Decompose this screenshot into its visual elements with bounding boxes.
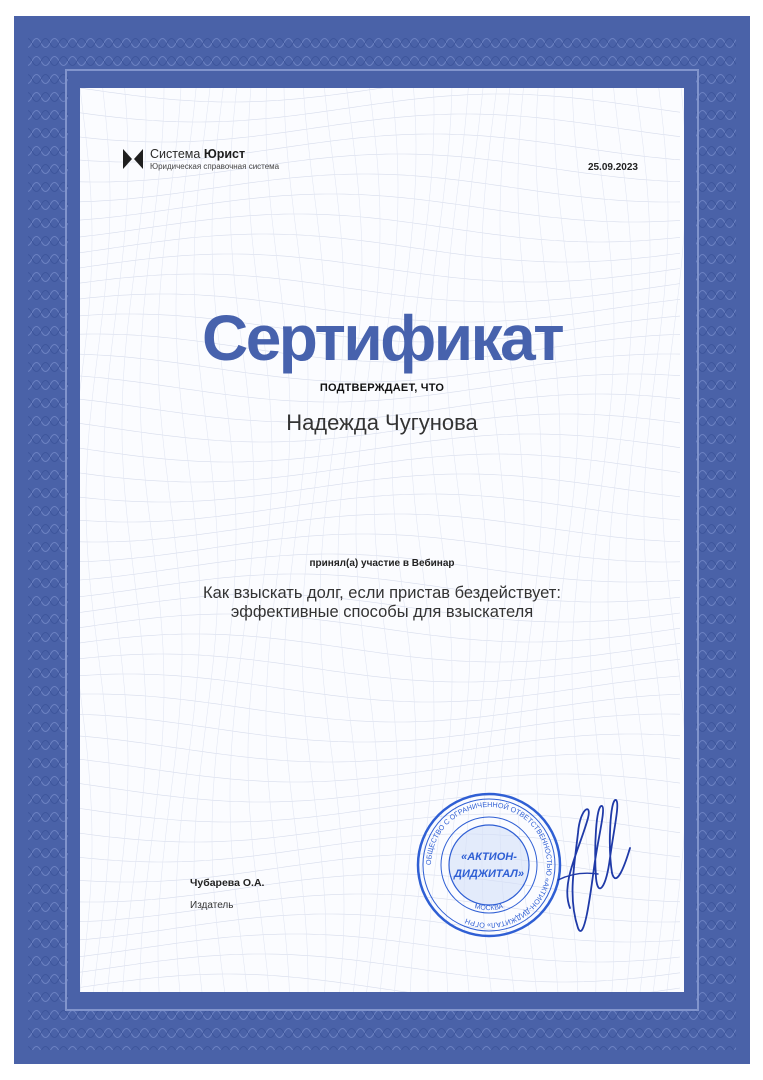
company-seal	[414, 790, 564, 940]
seal-ring-text: ОБЩЕСТВО С ОГРАНИЧЕННОЙ ОТВЕТСТВЕННОСТЬЮ «АКТИОН-ДИДЖИТАЛ» ОГРН	[423, 799, 555, 931]
brand-subtitle: Юридическая справочная система	[150, 161, 280, 171]
brand-name-bold: Юрист	[203, 147, 246, 161]
participation-text: принял(а) участие в Вебинар	[309, 558, 455, 569]
brand-logo	[122, 148, 279, 171]
certificate-frame	[14, 16, 750, 1064]
seal-center-line2: ДИДЖИТАЛ»	[454, 868, 524, 880]
handwritten-signature	[550, 788, 640, 938]
recipient-name: Надежда Чугунова	[286, 410, 478, 435]
brand-text	[150, 148, 279, 171]
certificate-sheet	[80, 88, 684, 992]
brand-name	[150, 148, 279, 161]
seal-city-text: МОСКВА	[473, 903, 505, 913]
brand-name-regular: Система	[150, 147, 204, 161]
certificate-title: Сертификат	[201, 302, 563, 374]
bowtie-logo-icon	[122, 148, 144, 170]
issue-date: 25.09.2023	[587, 162, 638, 173]
signer-role: Издатель	[190, 900, 234, 911]
webinar-title-line1: Как взыскать долг, если пристав бездействует:	[203, 584, 561, 602]
signer-name: Чубарева О.А.	[190, 877, 265, 889]
confirms-text: ПОДТВЕРЖДАЕТ, ЧТО	[319, 382, 445, 394]
webinar-title	[80, 584, 684, 623]
webinar-title-line2: эффективные способы для взыскателя	[230, 603, 534, 622]
seal-center-line1: «АКТИОН-	[461, 851, 517, 863]
